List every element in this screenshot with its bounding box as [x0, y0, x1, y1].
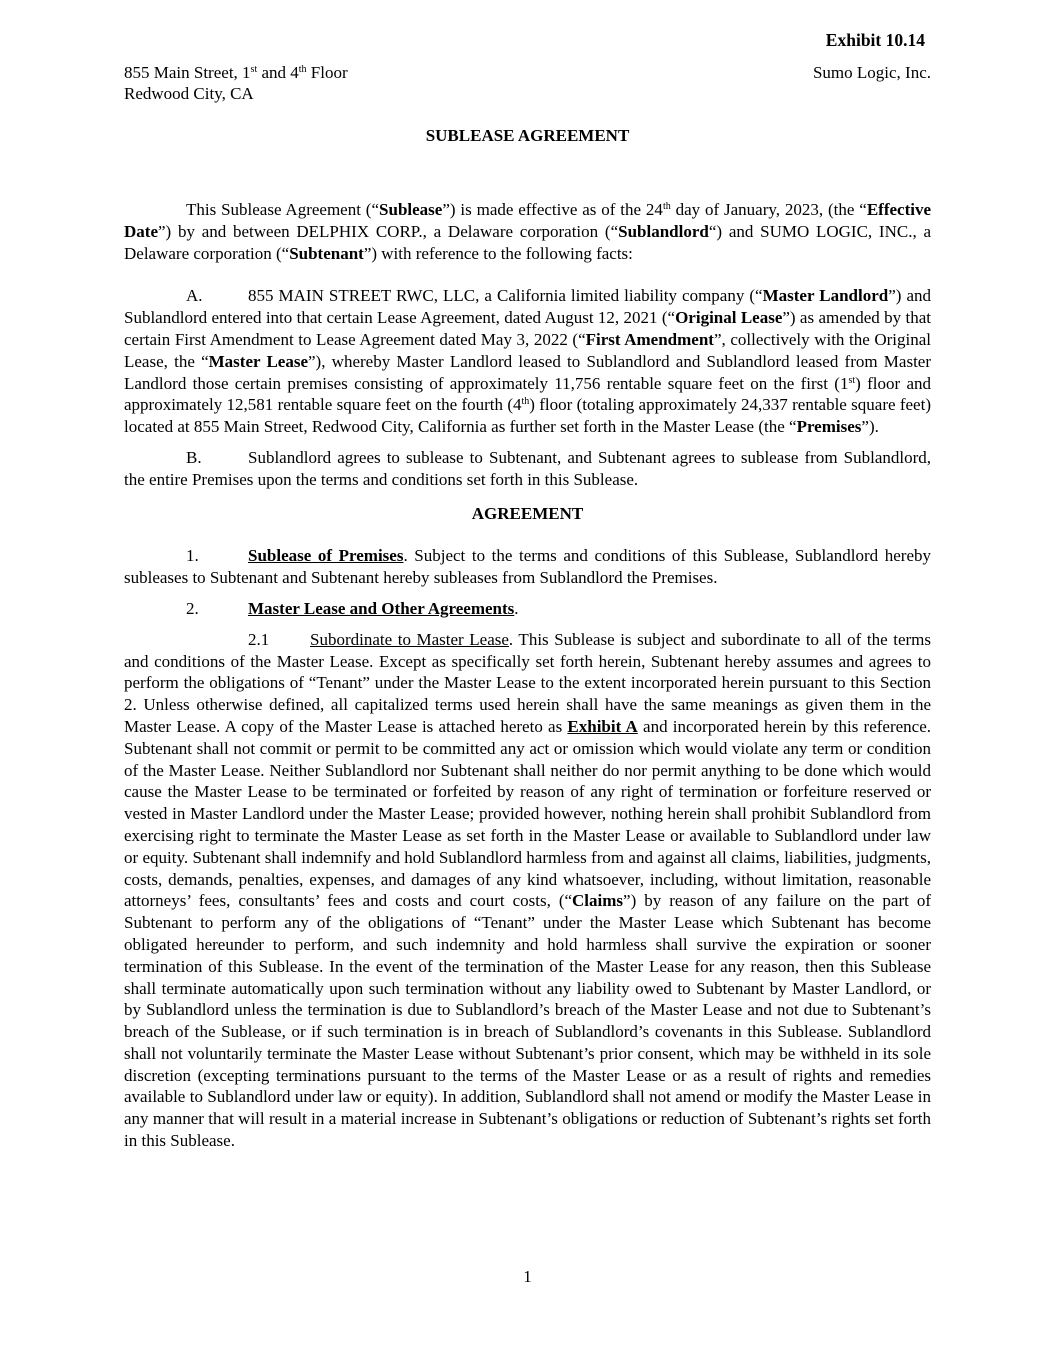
agreement-heading: AGREEMENT	[471, 503, 584, 523]
section-1-label: 1.	[186, 546, 199, 566]
section-1: 1. Sublease of Premises. Subject to the terms and conditions of this Sublease, Sublandlord hereby subleases to Subtenant and Subtenant hereby subleases from Sublandlord the Premises.	[124, 546, 931, 588]
document-body	[124, 199, 931, 1161]
section-2: 2. Master Lease and Other Agreements.	[186, 598, 519, 618]
property-address	[124, 62, 348, 104]
recital-a: A. 855 MAIN STREET RWC, LLC, a California limited liability company (“Master Landlord”) and Sublandlord entered into that certain Lease Agreement, dated August 12, 2021 (“Original Lease”) as amended by that certain First Amendment to Lease Agreement dated May 3, 2022 (“First Amendment”, collectively with the Original Lease, the “Master Lease”), whereby Master Landlord leased to Sublandlord and Sublandlord leased from Master Landlord those certain premises consisting of approximately 11,756 rentable square feet on the first (1st) floor and approximately 12,581 rentable square feet on the fourth (4th) floor (totaling approximately 24,337 rentable square feet) located at 855 Main Street, Redwood City, California as further set forth in the Master Lease (the “Premises”).	[124, 286, 931, 437]
address-line-1: 855 Main Street, 1st and 4th Floor	[124, 63, 348, 82]
exhibit-a-reference: Exhibit A	[567, 716, 638, 736]
document-title: SUBLEASE AGREEMENT	[425, 126, 630, 145]
section-2-1: 2.1 Subordinate to Master Lease. This Sublease is subject and subordinate to all of the terms and conditions of the Master Lease. Except as specifically set forth herein, Subtenant hereby assumes and agrees to perform the obligations of “Tenant” under the Master Lease to the extent incorporated herein pursuant to this Section 2. Unless otherwise defined, all capitalized terms used herein shall have the same meanings as given them in the Master Lease. A copy of the Master Lease is attached hereto as Exhibit A and incorporated herein by this reference. Subtenant shall not commit or permit to be committed any act or omission which would violate any term or condition of the Master Lease. Neither Sublandlord nor Subtenant shall neither do nor permit anything to be done which would cause the Master Lease to be terminated or forfeited by reason of any right of termination or forfeiture reserved or vested in Master Landlord under the Master Lease; provided however, nothing herein shall prohibit Sublandlord from exercising right to terminate the Master Lease as set forth in the Master Lease or available to Sublandlord under law or equity. Subtenant shall indemnify and hold Sublandlord harmless from and against all claims, liabilities, judgments, costs, demands, penalties, expenses, and damages of any kind whatsoever, including, without limitation, reasonable attorneys’ fees, consultants’ fees and costs and court costs, (“Claims”) by reason of any failure on the part of Subtenant to perform any of the obligations of “Tenant” under the Master Lease which Subtenant has become obligated hereunder to perform, and such indemnity and hold harmless shall survive the expiration or sooner termination of this Sublease. In the event of the termination of the Master Lease for any reason, then this Sublease shall terminate automatically upon such termination without any liability owed to Subtenant by Master Landlord, or by Sublandlord unless the termination is due to Sublandlord’s breach of the Master Lease and not due to Subtenant’s breach of the Sublease, or if such termination is in breach of Sublandlord’s covenants in this Sublease. Sublandlord shall not voluntarily terminate the Master Lease without Subtenant’s prior consent, which may be withheld in its sole discretion (excepting terminations pursuant to the terms of the Master Lease or as a result of rights and remedies available to Sublandlord under law or equity). In addition, Sublandlord shall not amend or modify the Master Lease in any manner that will result in a material increase in Subtenant’s obligations or reduction of Subtenant’s rights set forth in this Sublease.	[124, 629, 931, 1151]
recital-a-label: A.	[186, 286, 203, 306]
recital-b: B. Sublandlord agrees to sublease to Subtenant, and Subtenant agrees to sublease from Sublandlord, the entire Premises upon the terms and conditions set forth in this Sublease.	[124, 447, 931, 489]
section-2-1-label: 2.1	[248, 629, 270, 649]
address-line-2: Redwood City, CA	[124, 84, 254, 103]
section-2-1-heading: Subordinate to Master Lease	[310, 629, 509, 649]
section-2-heading: Master Lease and Other Agreements	[248, 598, 515, 618]
page-number: 1	[523, 1267, 532, 1286]
company-name: Sumo Logic, Inc.	[812, 63, 931, 82]
recital-b-label: B.	[186, 447, 202, 467]
section-1-heading: Sublease of Premises	[248, 546, 404, 566]
intro-paragraph: This Sublease Agreement (“Sublease”) is made effective as of the 24th day of January, 2023, (the “Effective Date”) by and between DELPHIX CORP., a Delaware corporation (“Sublandlord“) and SUMO LOGIC, INC., a Delaware corporation (“Subtenant”) with reference to the following facts:	[124, 200, 932, 263]
exhibit-label: Exhibit 10.14	[825, 30, 925, 50]
section-2-label: 2.	[186, 598, 199, 618]
